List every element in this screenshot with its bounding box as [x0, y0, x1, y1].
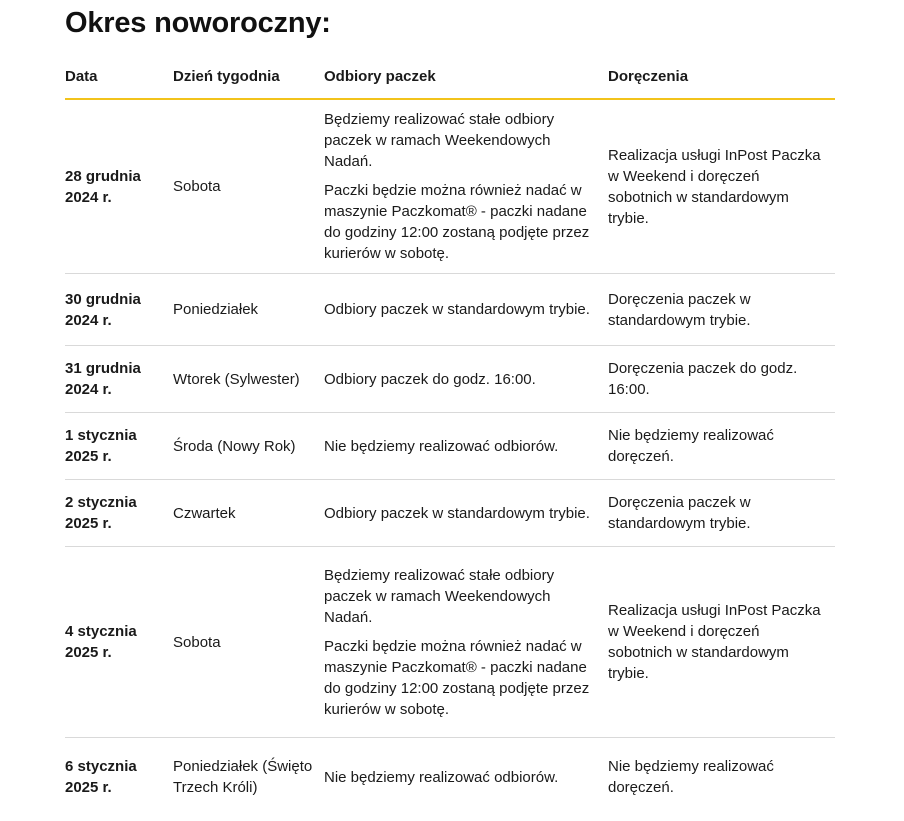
table-row	[65, 346, 835, 413]
holiday-schedule-table	[65, 67, 835, 816]
pickups-paragraph: Paczki będzie można również nadać w maszynie Paczkomat® - paczki nadane do godziny 12:00 zostaną podjęte przez kurierów w sobotę.	[324, 637, 590, 718]
table-row	[65, 547, 835, 738]
deliveries-cell: Realizacja usługi InPost Paczka w Weekend i doręczeń sobotnich w standardowym trybie.	[608, 99, 835, 274]
deliveries-cell: Nie będziemy realizować doręczeń.	[608, 413, 835, 480]
pickups-cell	[324, 274, 608, 346]
weekday-cell: Poniedziałek (Święto Trzech Króli)	[173, 758, 313, 796]
weekday-cell: Sobota	[173, 547, 324, 738]
deliveries-cell: Doręczenia paczek do godz. 16:00.	[608, 346, 835, 413]
column-header-weekday: Dzień tygodnia	[173, 67, 324, 99]
pickups-paragraph: Odbiory paczek w standardowym trybie.	[324, 301, 590, 318]
weekday-cell: Czwartek	[173, 480, 324, 547]
table-row	[65, 480, 835, 547]
date-cell: 1 stycznia 2025 r.	[65, 413, 173, 480]
table-row	[65, 274, 835, 346]
column-header-pickups: Odbiory paczek	[324, 67, 608, 99]
date-cell: 2 stycznia 2025 r.	[65, 480, 173, 547]
column-header-date: Data	[65, 67, 173, 99]
pickups-cell	[324, 413, 608, 480]
pickups-paragraph: Nie będziemy realizować odbiorów.	[324, 768, 559, 786]
table-header-row	[65, 67, 835, 99]
deliveries-cell: Doręczenia paczek w standardowym trybie.	[608, 480, 835, 547]
deliveries-cell: Nie będziemy realizować doręczeń.	[608, 758, 774, 796]
weekday-cell: Poniedziałek	[173, 274, 324, 346]
pickups-paragraph: Będziemy realizować stałe odbiory paczek w ramach Weekendowych Nadań.	[324, 566, 555, 626]
table-row	[65, 738, 835, 817]
pickups-cell	[324, 346, 608, 413]
pickups-paragraph: Paczki będzie można również nadać w maszynie Paczkomat® - paczki nadane do godziny 12:00 zostaną podjęte przez kurierów w sobotę.	[324, 182, 590, 262]
date-cell: 6 stycznia 2025 r.	[65, 758, 137, 796]
content-section	[65, 0, 835, 816]
pickups-cell	[324, 480, 608, 547]
weekday-cell: Wtorek (Sylwester)	[173, 346, 324, 413]
pickups-cell	[324, 99, 608, 274]
pickups-paragraph: Odbiory paczek w standardowym trybie.	[324, 504, 590, 522]
weekday-cell: Sobota	[173, 99, 324, 274]
date-cell: 28 grudnia 2024 r.	[65, 99, 173, 274]
date-cell: 30 grudnia 2024 r.	[65, 274, 173, 346]
date-cell: 4 stycznia 2025 r.	[65, 547, 173, 738]
weekday-cell: Środa (Nowy Rok)	[173, 413, 324, 480]
deliveries-cell: Doręczenia paczek w standardowym trybie.	[608, 274, 835, 346]
table-row	[65, 413, 835, 480]
column-header-deliveries: Doręczenia	[608, 67, 835, 99]
pickups-cell	[324, 738, 608, 817]
pickups-cell	[324, 547, 608, 738]
pickups-paragraph: Będziemy realizować stałe odbiory paczek w ramach Weekendowych Nadań.	[324, 111, 555, 170]
table-row	[65, 99, 835, 274]
deliveries-cell: Realizacja usługi InPost Paczka w Weekend i doręczeń sobotnich w standardowym trybie.	[608, 547, 835, 738]
pickups-paragraph: Odbiory paczek do godz. 16:00.	[324, 370, 536, 388]
date-cell: 31 grudnia 2024 r.	[65, 346, 173, 413]
pickups-paragraph: Nie będziemy realizować odbiorów.	[324, 437, 559, 455]
page-title: Okres noworoczny:	[65, 7, 331, 39]
